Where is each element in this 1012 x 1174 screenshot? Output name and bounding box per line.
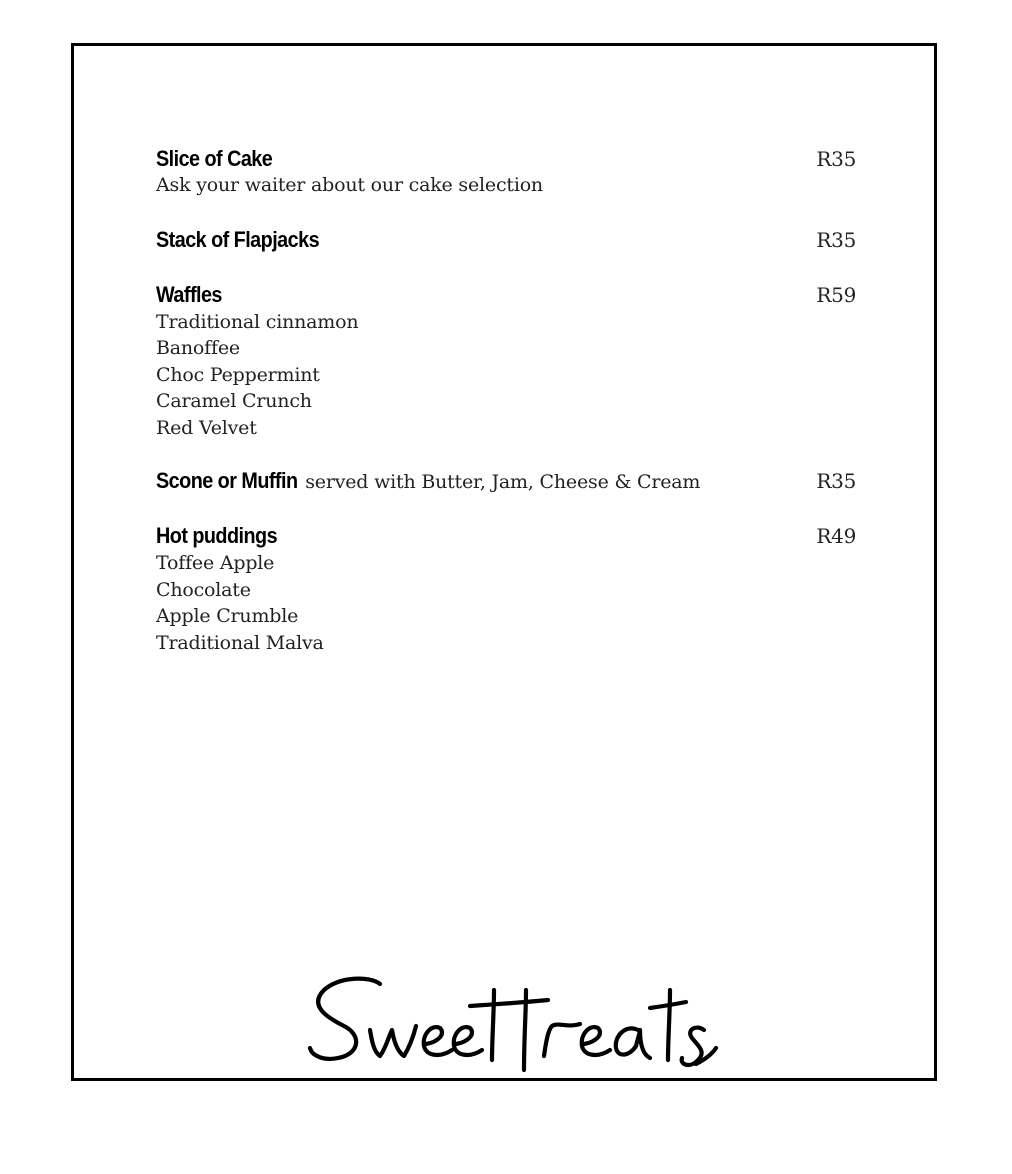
- sweet-treats-script-graphic: [300, 968, 720, 1080]
- menu-item-title: Waffles: [156, 281, 222, 307]
- menu-item-options: [156, 550, 856, 656]
- menu-item-price: R49: [816, 524, 856, 548]
- menu-item-header: [156, 468, 856, 494]
- menu-option: Chocolate: [156, 578, 251, 601]
- menu-option: Traditional Malva: [156, 631, 324, 654]
- menu-item-waffles: [156, 282, 856, 442]
- menu-item-header: [156, 146, 856, 172]
- menu-item-slice-of-cake: [156, 146, 856, 199]
- menu-option: Banoffee: [156, 337, 240, 359]
- menu-option: Apple Crumble: [156, 605, 299, 627]
- menu-item-description: served with Butter, Jam, Cheese & Cream: [305, 471, 701, 493]
- menu-item-header: [156, 523, 856, 549]
- menu-item-price: R35: [816, 147, 856, 171]
- menu-item-title: Slice of Cake: [156, 146, 273, 171]
- menu-item-header: [156, 227, 856, 253]
- menu-option: Choc Peppermint: [156, 363, 320, 386]
- menu-item-price: R59: [816, 282, 856, 307]
- menu-list: [156, 146, 856, 656]
- menu-option: Traditional cinnamon: [156, 310, 359, 333]
- menu-option: Caramel Crunch: [156, 390, 312, 412]
- menu-option: Toffee Apple: [156, 552, 275, 574]
- menu-item-stack-of-flapjacks: [156, 227, 856, 253]
- menu-item-title: Stack of Flapjacks: [156, 226, 320, 252]
- menu-item-title: Scone or Muffin: [156, 468, 298, 493]
- menu-item-title: Hot puddings: [156, 523, 278, 548]
- menu-item-scone-or-muffin: [156, 468, 856, 494]
- menu-item-hot-puddings: [156, 523, 856, 656]
- menu-item-options: [156, 309, 856, 442]
- menu-option: Red Velvet: [156, 416, 257, 439]
- menu-item-price: R35: [816, 469, 856, 493]
- menu-item-description: Ask your waiter about our cake selection: [156, 174, 543, 196]
- menu-item-header: [156, 282, 856, 308]
- sweet-treats-script-logo: [300, 968, 720, 1080]
- menu-item-price: R35: [816, 227, 856, 252]
- menu-item-title-line: [156, 468, 700, 494]
